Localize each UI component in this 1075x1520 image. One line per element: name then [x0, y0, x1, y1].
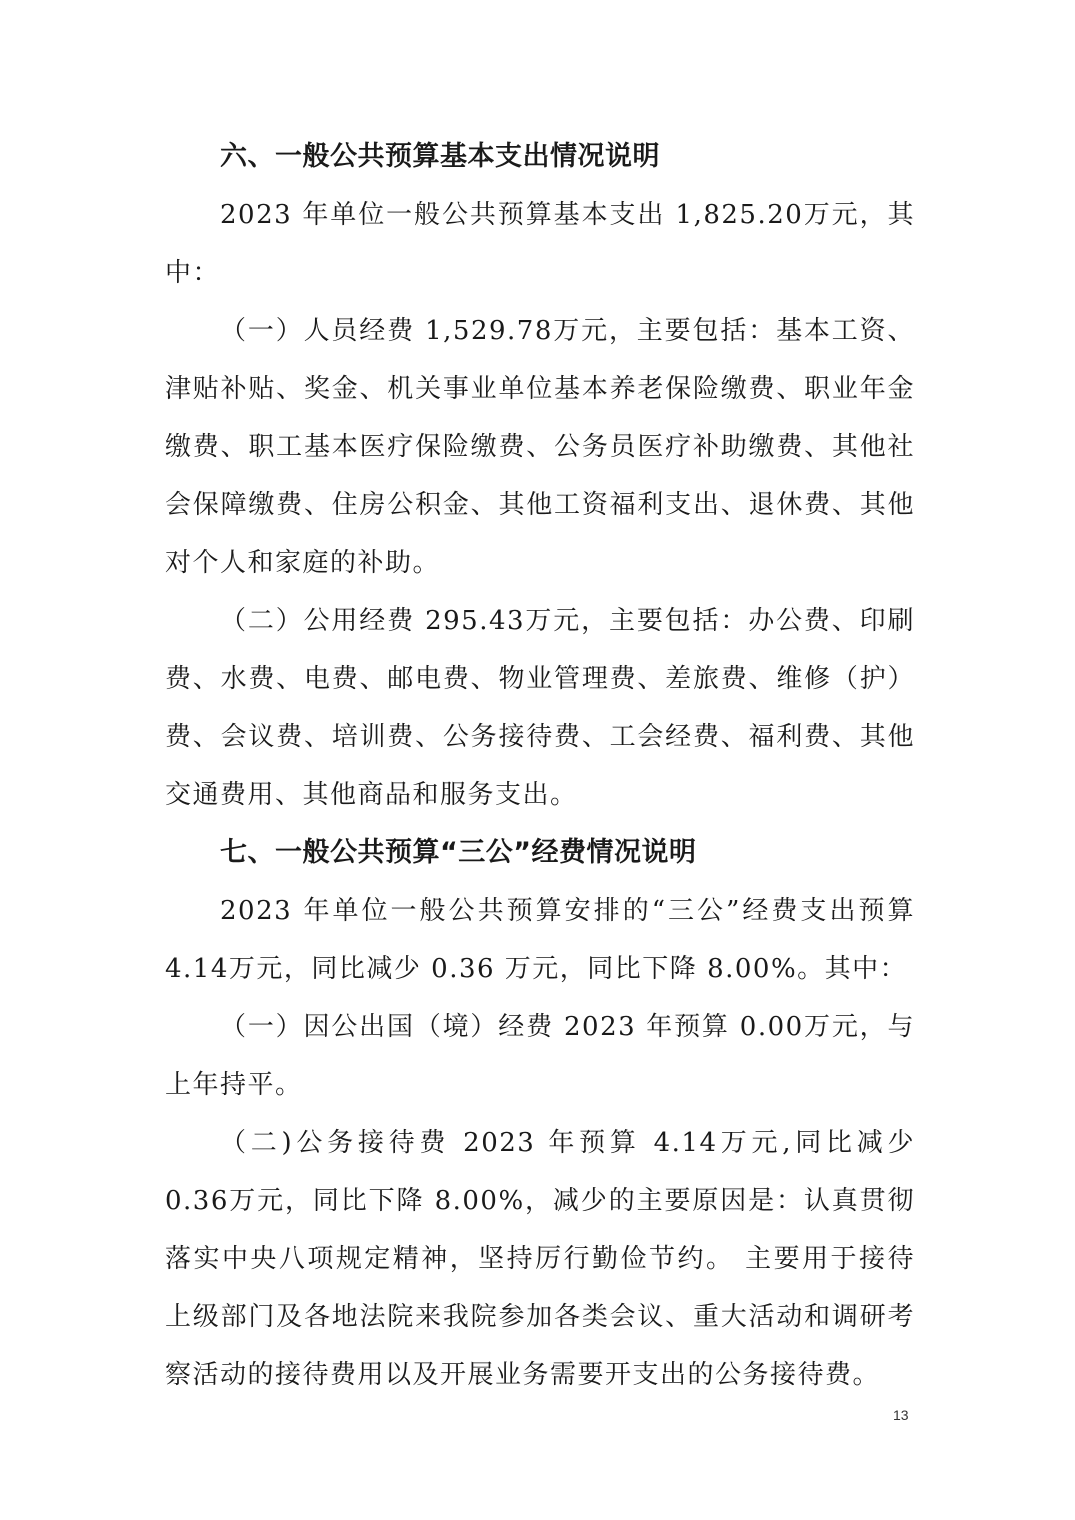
- section-7-heading: 七、一般公共预算“三公”经费情况说明: [220, 837, 697, 868]
- section-7-reception-expenses: （二)公务接待费 2023 年预算 4.14万元,同比减少 0.36万元，同比下降 8.00%，减少的主要原因是：认真贯彻落实中央八项规定精神，坚持厉行勤俭节约。 主要用于接待上级部门及各地法院来我院参加各类会议、重大活动和调研考察活动的接待费用以及开展业务需要开支出的公务接待费。: [165, 1128, 915, 1390]
- document-page: [165, 128, 915, 1404]
- section-7-intro: 2023 年单位一般公共预算安排的“三公”经费支出预算4.14万元，同比减少 0.36 万元，同比下降 8.00%。其中：: [165, 896, 915, 984]
- section-6-public-expenses: （二）公用经费 295.43万元，主要包括：办公费、印刷费、水费、电费、邮电费、物业管理费、差旅费、维修（护）费、会议费、培训费、公务接待费、工会经费、福利费、其他交通费用、其他商品和服务支出。: [165, 606, 915, 810]
- section-6-intro: 2023 年单位一般公共预算基本支出 1,825.20万元，其中：: [165, 200, 915, 288]
- section-6-personnel-expenses: （一）人员经费 1,529.78万元，主要包括：基本工资、津贴补贴、奖金、机关事业单位基本养老保险缴费、职业年金缴费、职工基本医疗保险缴费、公务员医疗补助缴费、其他社会保障缴费、住房公积金、其他工资福利支出、退休费、其他对个人和家庭的补助。: [165, 316, 915, 578]
- section-6-heading: 六、一般公共预算基本支出情况说明: [220, 141, 660, 172]
- section-7-overseas-expenses: （一）因公出国（境）经费 2023 年预算 0.00万元，与上年持平。: [165, 1012, 915, 1100]
- page-number: 13: [893, 1407, 909, 1423]
